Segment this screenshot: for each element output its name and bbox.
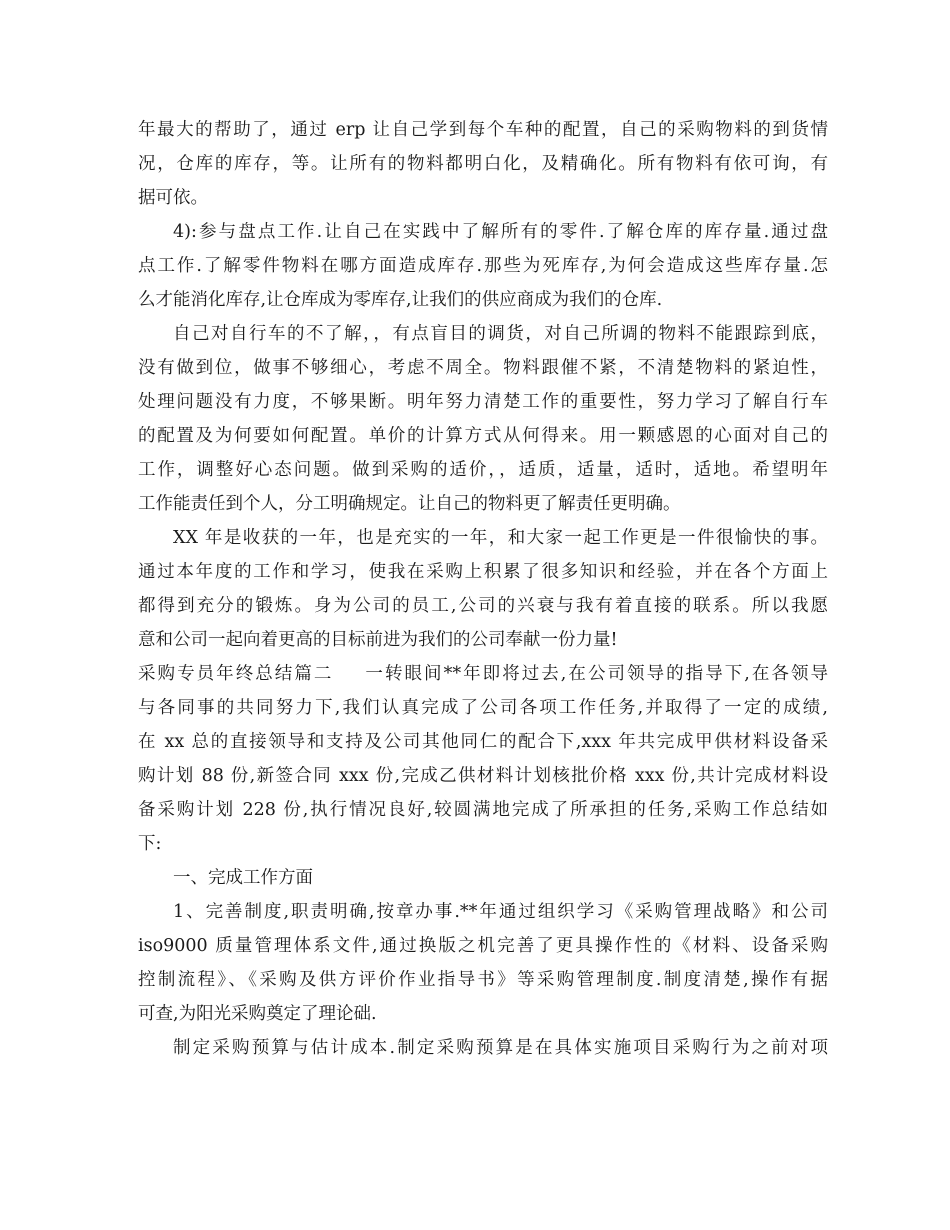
text-line: 没有做到位，做事不够细心，考虑不周全。物料跟催不紧，不清楚物料的紧迫性， [138,358,828,378]
text-line: 自己对自行车的不了解，，有点盲目的调货，对自己所调的物料不能跟踪到底， [173,324,828,344]
text-line: 下: [138,834,162,854]
text-line: 备采购计划 228 份,执行情况良好,较圆满地完成了所承担的任务,采购工作总结如 [138,800,828,820]
text-line: 与各同事的共同努力下,我们认真完成了公司各项工作任务,并取得了一定的成绩, [138,698,828,718]
text-line: 工作能责任到个人，分工明确规定。让自己的物料更了解责任更明确。 [138,494,681,514]
document-page [138,113,828,1065]
text-line: 况，仓库的库存，等。让所有的物料都明白化，及精确化。所有物料有依可询，有 [138,154,828,174]
text-line: 可查,为阳光采购奠定了理论础. [138,1004,377,1024]
text-line: 处理问题没有力度，不够果断。明年努力清楚工作的重要性，努力学习了解自行车 [138,392,828,412]
text-line: 4):参与盘点工作.让自己在实践中了解所有的零件.了解仓库的库存量.通过盘 [173,222,828,242]
text-line: 么才能消化库存,让仓库成为零库存,让我们的供应商成为我们的仓库. [138,290,663,310]
text-line: 意和公司一起向着更高的目标前进为我们的公司奉献一份力量! [138,630,618,650]
text-line: XX 年是收获的一年，也是充实的一年，和大家一起工作更是一件很愉快的事。 [173,528,828,548]
text-line: 控制流程》、《采购及供方评价作业指导书》等采购管理制度.制度清楚,操作有据 [138,970,828,990]
text-line: 的配置及为何要如何配置。单价的计算方式从何得来。用一颗感恩的心面对自己的 [138,426,828,446]
text-line: 都得到充分的锻炼。身为公司的员工,公司的兴衰与我有着直接的联系。所以我愿 [138,596,828,616]
section-title: 采购专员年终总结篇二 [138,664,334,684]
text-run: 一转眼间**年即将过去,在公司领导的指导下,在各领导 [365,664,829,684]
text-line: 购计划 88 份,新签合同 xxx 份,完成乙供材料计划核批价格 xxx 份,共计完成材料设 [138,766,828,786]
section-title-line [138,657,828,691]
text-line: 年最大的帮助了，通过 erp 让自己学到每个车种的配置，自己的采购物料的到货情 [138,120,828,140]
text-line: 在 xx 总的直接领导和支持及公司其他同仁的配合下,xxx 年共完成甲供材料设备采 [138,732,828,752]
text-line: 1、完善制度,职责明确,按章办事.**年通过组织学习《采购管理战略》和公司 [173,902,828,922]
text-line: 点工作.了解零件物料在哪方面造成库存.那些为死库存,为何会造成这些库存量.怎 [138,256,828,276]
text-line: 工作，调整好心态问题。做到采购的适价，，适质，适量，适时，适地。希望明年 [138,460,828,480]
text-line: 制定采购预算与估计成本.制定采购预算是在具体实施项目采购行为之前对项 [173,1038,828,1058]
text-line: 据可依。 [138,188,208,208]
text-line: iso9000 质量管理体系文件,通过换版之机完善了更具操作性的《材料、设备采购 [138,936,828,956]
text-line: 通过本年度的工作和学习，使我在采购上积累了很多知识和经验，并在各个方面上 [138,562,828,582]
subheading: 一、完成工作方面 [173,868,313,888]
